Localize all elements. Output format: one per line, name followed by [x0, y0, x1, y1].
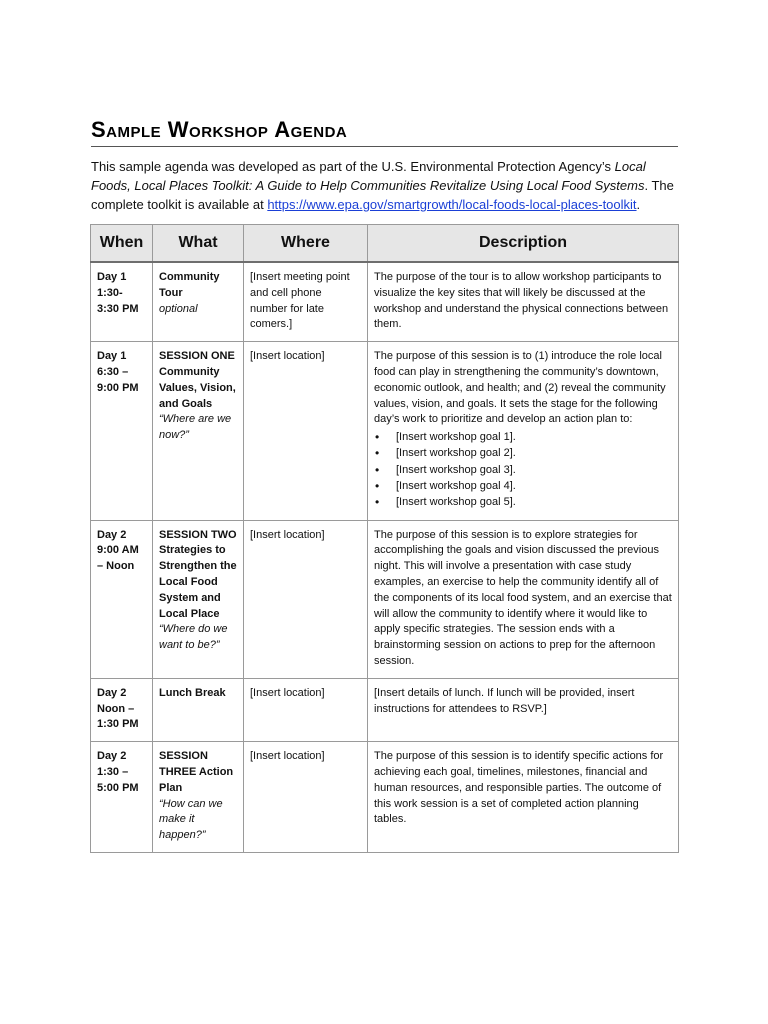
intro-text-1: This sample agenda was developed as part of the U.S. Environmental Protection Agency’s: [91, 159, 615, 174]
table-row: [91, 262, 679, 342]
cell-description: [Insert details of lunch. If lunch will be provided, insert instructions for attendees to RSVP.]: [368, 678, 679, 741]
when-text: Day 2 9:00 AM – Noon: [97, 528, 139, 573]
table-row: [91, 520, 679, 678]
what-subtitle: optional: [159, 302, 198, 315]
cell-what: [153, 678, 244, 741]
intro-toolkit-title: Local Foods, Local Places Toolkit: A Guide to Help Communities Revitalize Using Local Food Systems: [91, 159, 646, 193]
cell-what: [153, 342, 244, 520]
table-row: [91, 678, 679, 741]
cell-where: [Insert location]: [244, 742, 368, 853]
cell-when: [91, 678, 153, 741]
agenda-table: [90, 224, 679, 853]
cell-what: [153, 742, 244, 853]
cell-description: The purpose of the tour is to allow workshop participants to visualize the key sites that will likely be discussed at the workshop and understand the physical connections between them.: [368, 262, 679, 342]
cell-when: [91, 520, 153, 678]
intro-text-3: .: [636, 197, 641, 212]
list-item: • [Insert workshop goal 4].: [374, 479, 672, 495]
cell-description: [368, 342, 679, 520]
toolkit-link[interactable]: https://www.epa.gov/smartgrowth/local-foods-local-places-toolkit: [267, 197, 637, 212]
what-subtitle: “Where are we now?”: [159, 413, 232, 442]
when-text: Day 2 1:30 – 5:00 PM: [97, 750, 139, 794]
cell-where: [Insert meeting point and cell phone number for late comers.]: [244, 262, 368, 342]
table-header-row: [91, 225, 679, 263]
when-text: Day 1 1:30- 3:30 PM: [97, 271, 139, 315]
table-row: [91, 342, 679, 520]
header-where: Where: [244, 225, 368, 263]
list-item: • [Insert workshop goal 2].: [374, 446, 672, 462]
description-text: The purpose of this session is to (1) introduce the role local food can play in strengthening the community’s downtown, economic outlook, and health; and (2) reveal the community values, vision, and goals. It sets the stage for the following day’s work to prioritize and develop an action plan to:: [374, 350, 666, 426]
what-title: SESSION TWO Strategies to Strengthen the Local Food System and Local Place: [159, 528, 237, 620]
list-item: • [Insert workshop goal 5].: [374, 495, 672, 511]
intro-paragraph: [91, 157, 681, 214]
list-item: • [Insert workshop goal 1].: [374, 430, 672, 446]
cell-where: [Insert location]: [244, 520, 368, 678]
page-title: Sample Workshop Agenda: [91, 116, 678, 147]
cell-when: [91, 342, 153, 520]
cell-what: [153, 520, 244, 678]
cell-when: [91, 742, 153, 853]
what-subtitle: “Where do we want to be?”: [159, 623, 228, 652]
header-description: Description: [368, 225, 679, 263]
cell-what: [153, 262, 244, 342]
cell-where: [Insert location]: [244, 678, 368, 741]
what-title: SESSION ONE Community Values, Vision, and Goals: [159, 350, 236, 410]
cell-description: The purpose of this session is to explore strategies for accomplishing the goals and vision discussed the previous night. This will involve a presentation with case study examples, an exercise to help the community identify all of the components of its local food system, and an exercise that will allow the community to identify where it would like to apply specific strategies. The session ends with a brainstorming session on actions to prep for the afternoon session.: [368, 520, 679, 678]
list-item: • [Insert workshop goal 3].: [374, 463, 672, 479]
what-title: Community Tour: [159, 271, 220, 299]
goals-list: [374, 430, 672, 511]
when-text: Day 1 6:30 – 9:00 PM: [97, 350, 139, 394]
when-text: Day 2 Noon – 1:30 PM: [97, 686, 139, 731]
what-title: Lunch Break: [159, 686, 226, 699]
what-title: SESSION THREE Action Plan: [159, 750, 234, 794]
what-subtitle: “How can we make it happen?”: [159, 797, 223, 842]
header-what: What: [153, 225, 244, 263]
cell-where: [Insert location]: [244, 342, 368, 520]
cell-when: [91, 262, 153, 342]
intro-text-2: . The complete toolkit is available at: [91, 178, 674, 212]
table-row: [91, 742, 679, 853]
header-when: When: [91, 225, 153, 263]
cell-description: The purpose of this session is to identify specific actions for achieving each goal, timelines, milestones, financial and human resources, and responsible parties. The outcome of this work session is a set of completed action planning tables.: [368, 742, 679, 853]
